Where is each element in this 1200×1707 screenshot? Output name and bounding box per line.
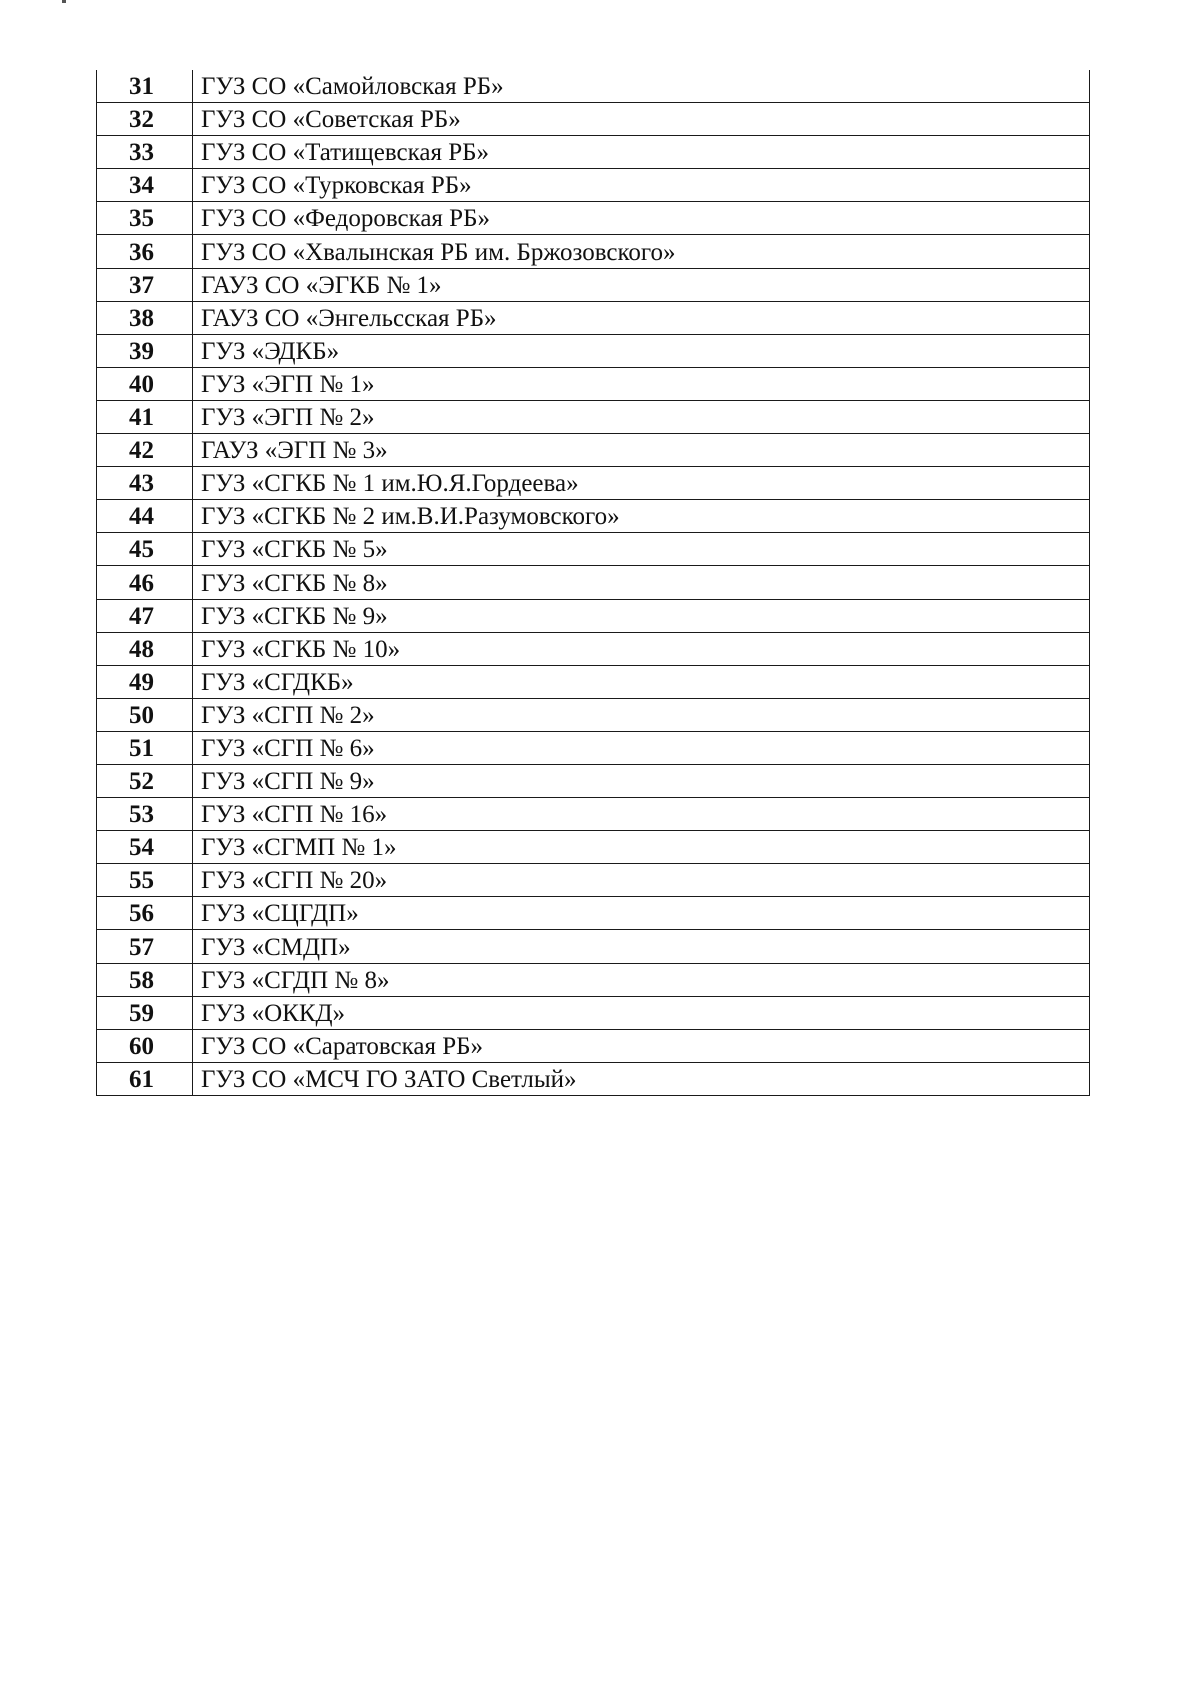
institution-name: ГУЗ «СГП № 6» [193, 731, 1090, 764]
table-row [97, 103, 1090, 136]
institution-name: ГУЗ «СМДП» [193, 930, 1090, 963]
row-number: 52 [97, 764, 193, 797]
row-number: 51 [97, 731, 193, 764]
table-row [97, 500, 1090, 533]
table-row [97, 566, 1090, 599]
institution-name: ГУЗ СО «Советская РБ» [193, 103, 1090, 136]
table-row [97, 70, 1090, 103]
row-number: 39 [97, 334, 193, 367]
table-row [97, 798, 1090, 831]
row-number: 48 [97, 632, 193, 665]
table-body [97, 70, 1090, 1095]
table-row [97, 864, 1090, 897]
row-number: 55 [97, 864, 193, 897]
table-row [97, 963, 1090, 996]
row-number: 46 [97, 566, 193, 599]
institution-name: ГУЗ СО «Хвалынская РБ им. Бржозовского» [193, 235, 1090, 268]
institution-name: ГУЗ «СЦГДП» [193, 897, 1090, 930]
row-number: 34 [97, 169, 193, 202]
table-row [97, 400, 1090, 433]
institution-name: ГУЗ «СГП № 20» [193, 864, 1090, 897]
table-row [97, 996, 1090, 1029]
institution-name: ГУЗ «ЭДКБ» [193, 334, 1090, 367]
row-number: 50 [97, 698, 193, 731]
row-number: 54 [97, 831, 193, 864]
row-number: 47 [97, 599, 193, 632]
institution-name: ГУЗ «СГКБ № 1 им.Ю.Я.Гордеева» [193, 467, 1090, 500]
table-row [97, 665, 1090, 698]
row-number: 57 [97, 930, 193, 963]
row-number: 49 [97, 665, 193, 698]
row-number: 61 [97, 1062, 193, 1095]
table-row [97, 434, 1090, 467]
institution-name: ГАУЗ СО «Энгельсская РБ» [193, 301, 1090, 334]
table-row [97, 268, 1090, 301]
row-number: 41 [97, 400, 193, 433]
table-row [97, 831, 1090, 864]
table-row [97, 235, 1090, 268]
institution-name: ГУЗ СО «Татищевская РБ» [193, 136, 1090, 169]
institution-name: ГУЗ СО «Самойловская РБ» [193, 70, 1090, 103]
row-number: 36 [97, 235, 193, 268]
institution-name: ГАУЗ СО «ЭГКБ № 1» [193, 268, 1090, 301]
table-row [97, 632, 1090, 665]
institutions-table-wrapper [96, 70, 1089, 1096]
institution-name: ГУЗ «СГП № 16» [193, 798, 1090, 831]
institution-name: ГУЗ СО «Турковская РБ» [193, 169, 1090, 202]
institution-name: ГУЗ «ЭГП № 1» [193, 367, 1090, 400]
table-row [97, 334, 1090, 367]
institution-name: ГУЗ «СГДП № 8» [193, 963, 1090, 996]
row-number: 56 [97, 897, 193, 930]
table-row [97, 1062, 1090, 1095]
institution-name: ГУЗ «СГКБ № 5» [193, 533, 1090, 566]
row-number: 43 [97, 467, 193, 500]
table-row [97, 169, 1090, 202]
row-number: 40 [97, 367, 193, 400]
row-number: 45 [97, 533, 193, 566]
row-number: 35 [97, 202, 193, 235]
row-number: 31 [97, 70, 193, 103]
row-number: 32 [97, 103, 193, 136]
institution-name: ГУЗ «СГКБ № 2 им.В.И.Разумовского» [193, 500, 1090, 533]
institution-name: ГУЗ «СГМП № 1» [193, 831, 1090, 864]
institution-name: ГУЗ «СГП № 9» [193, 764, 1090, 797]
institution-name: ГУЗ «СГКБ № 9» [193, 599, 1090, 632]
institutions-table [96, 70, 1090, 1096]
institution-name: ГАУЗ «ЭГП № 3» [193, 434, 1090, 467]
scan-artifact [62, 0, 66, 3]
table-row [97, 897, 1090, 930]
institution-name: ГУЗ «СГДКБ» [193, 665, 1090, 698]
row-number: 59 [97, 996, 193, 1029]
row-number: 42 [97, 434, 193, 467]
institution-name: ГУЗ «СГП № 2» [193, 698, 1090, 731]
table-row [97, 301, 1090, 334]
table-row [97, 467, 1090, 500]
table-row [97, 1029, 1090, 1062]
institution-name: ГУЗ СО «Саратовская РБ» [193, 1029, 1090, 1062]
row-number: 38 [97, 301, 193, 334]
institution-name: ГУЗ «ЭГП № 2» [193, 400, 1090, 433]
table-row [97, 136, 1090, 169]
institution-name: ГУЗ СО «МСЧ ГО ЗАТО Светлый» [193, 1062, 1090, 1095]
row-number: 33 [97, 136, 193, 169]
table-row [97, 698, 1090, 731]
institution-name: ГУЗ «СГКБ № 10» [193, 632, 1090, 665]
table-row [97, 764, 1090, 797]
row-number: 44 [97, 500, 193, 533]
table-row [97, 367, 1090, 400]
institution-name: ГУЗ «СГКБ № 8» [193, 566, 1090, 599]
row-number: 53 [97, 798, 193, 831]
table-row [97, 731, 1090, 764]
institution-name: ГУЗ «ОККД» [193, 996, 1090, 1029]
row-number: 37 [97, 268, 193, 301]
table-row [97, 533, 1090, 566]
table-row [97, 599, 1090, 632]
row-number: 58 [97, 963, 193, 996]
table-row [97, 930, 1090, 963]
institution-name: ГУЗ СО «Федоровская РБ» [193, 202, 1090, 235]
row-number: 60 [97, 1029, 193, 1062]
table-row [97, 202, 1090, 235]
